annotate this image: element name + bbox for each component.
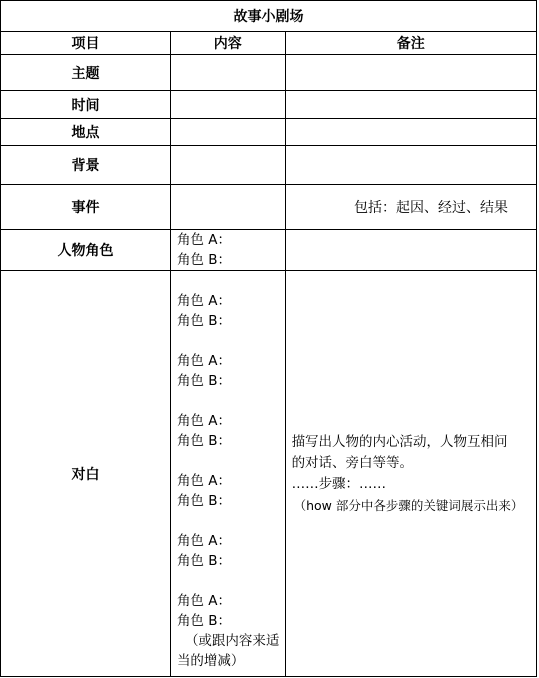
- row-roles-content[interactable]: [170, 230, 285, 271]
- dialogue-line-a: 角色 A：: [176, 293, 231, 309]
- header-item: 项目: [1, 32, 171, 55]
- row-theme-content[interactable]: [170, 55, 285, 91]
- dialogue-line-a: 角色 A：: [176, 473, 231, 489]
- header-note: 备注: [285, 32, 536, 55]
- row-roles-note[interactable]: [285, 230, 536, 271]
- role-a-line: 角色 A：: [176, 232, 231, 248]
- row-dialogue-note: [285, 271, 536, 677]
- row-background-note[interactable]: [285, 146, 536, 185]
- role-b-line: 角色 B：: [176, 252, 231, 268]
- dialogue-line-a: 角色 A：: [176, 533, 231, 549]
- table-title: 故事小剧场: [1, 1, 537, 32]
- row-dialogue-content[interactable]: [170, 271, 285, 677]
- row-theme-label: 主题: [1, 55, 171, 91]
- row-event-label: 事件: [1, 185, 171, 230]
- dialogue-line-a: 角色 A：: [176, 413, 231, 429]
- row-background-content[interactable]: [170, 146, 285, 185]
- dialogue-line-b: 角色 B：: [176, 373, 231, 389]
- dialogue-note-line: （how 部分中各步骤的关键词展示出来）: [293, 497, 524, 513]
- dialogue-line-b: 角色 B：: [176, 613, 231, 629]
- dialogue-line-b: 角色 B：: [176, 313, 231, 329]
- row-background-label: 背景: [1, 146, 171, 185]
- row-time-content[interactable]: [170, 91, 285, 119]
- row-event-note: 包括：起因、经过、结果: [285, 185, 536, 230]
- row-event-content[interactable]: [170, 185, 285, 230]
- dialogue-line-b: 角色 B：: [176, 493, 231, 509]
- row-place-content[interactable]: [170, 119, 285, 146]
- header-content: 内容: [170, 32, 285, 55]
- row-dialogue-label: 对白: [1, 271, 171, 677]
- row-roles-label: 人物角色: [1, 230, 171, 271]
- row-place-label: 地点: [1, 119, 171, 146]
- dialogue-line-b: 角色 B：: [176, 553, 231, 569]
- row-time-label: 时间: [1, 91, 171, 119]
- dialogue-line-a: 角色 A：: [176, 353, 231, 369]
- row-place-note[interactable]: [285, 119, 536, 146]
- dialogue-line-b: 角色 B：: [176, 433, 231, 449]
- dialogue-note-line: 描写出人物的内心活动，人物互相问: [291, 433, 508, 450]
- dialogue-note-line: ……步骤：……: [291, 475, 387, 492]
- row-theme-note[interactable]: [285, 55, 536, 91]
- row-time-note[interactable]: [285, 91, 536, 119]
- dialogue-note-line: 的对话、旁白等等。: [291, 454, 414, 471]
- dialogue-extra-line: （或跟内容来适: [184, 633, 280, 649]
- dialogue-line-a: 角色 A：: [176, 593, 231, 609]
- dialogue-extra-line: 当的增减）: [176, 653, 245, 669]
